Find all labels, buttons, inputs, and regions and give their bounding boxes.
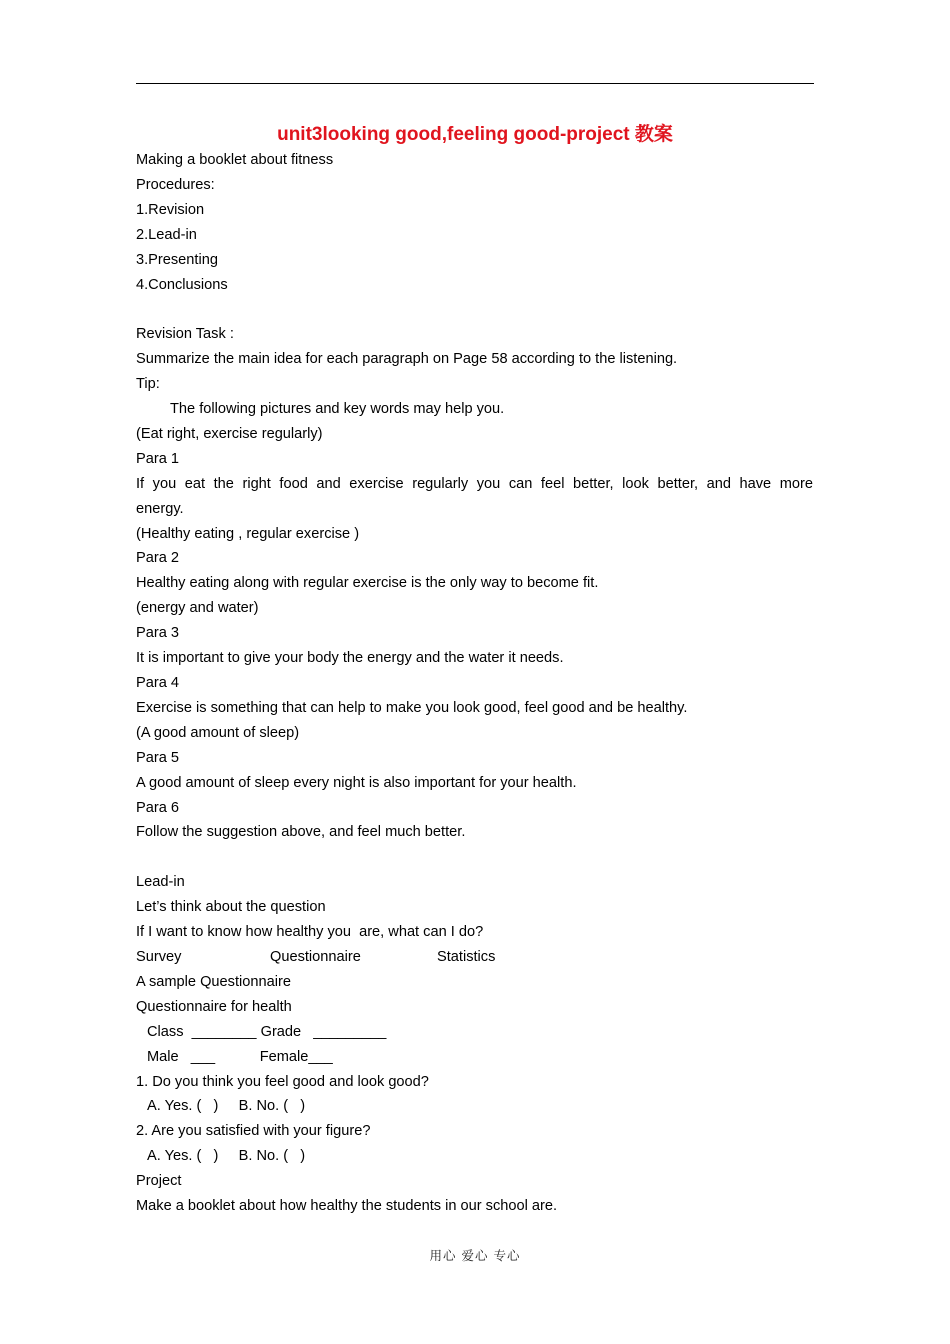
method-statistics: Statistics (437, 948, 496, 965)
procedure-item: 2.Lead-in (136, 226, 197, 243)
question-options: A. Yes. ( ) B. No. ( ) (147, 1098, 306, 1115)
para-label: Para 6 (136, 799, 179, 816)
para-label: Para 2 (136, 550, 179, 567)
para-text: Follow the suggestion above, and feel much better. (136, 824, 466, 841)
project-text: Make a booklet about how healthy the students in our school are. (136, 1198, 558, 1215)
procedure-item: 1.Revision (136, 201, 205, 218)
para-label: Para 1 (136, 450, 179, 467)
lead-in-label: Lead-in (136, 874, 185, 891)
sample-label: A sample Questionnaire (136, 973, 291, 990)
blank-line (136, 297, 813, 322)
lead-in-question: If I want to know how healthy you are, what can I do? (136, 924, 484, 941)
para-label: Para 4 (136, 675, 179, 692)
class-grade-line: Class ________ Grade _________ (147, 1023, 387, 1040)
header-rule (136, 83, 814, 84)
document-title: unit3looking good,feeling good-project 教案 (277, 124, 673, 145)
revision-task-label: Revision Task : (136, 326, 234, 343)
para-keywords: (Healthy eating , regular exercise ) (136, 525, 360, 542)
lead-in-prompt: Let’s think about the question (136, 899, 326, 916)
procedure-item: 3.Presenting (136, 251, 218, 268)
page-footer: 用心 爱心 专心 (429, 1248, 521, 1263)
question: 2. Are you satisfied with your figure? (136, 1123, 371, 1140)
para-text: It is important to give your body the energy and the water it needs. (136, 650, 564, 667)
revision-task: Summarize the main idea for each paragraph on Page 58 according to the listening. (136, 351, 678, 368)
para-keywords: (energy and water) (136, 600, 259, 617)
methods-row (136, 945, 813, 970)
question-options: A. Yes. ( ) B. No. ( ) (147, 1148, 306, 1165)
tip-label: Tip: (136, 376, 160, 393)
tip-text: The following pictures and key words may help you. (170, 401, 505, 418)
blank-line (136, 845, 813, 870)
procedures-label: Procedures: (136, 176, 215, 193)
document-body (136, 148, 813, 1219)
para-label: Para 3 (136, 625, 179, 642)
project-label: Project (136, 1173, 182, 1190)
para-text: If you eat the right food and exercise regularly you can feel better, look better, and have more (136, 475, 813, 492)
para-label: Para 5 (136, 749, 179, 766)
method-survey: Survey (136, 948, 182, 965)
para-text-continued: energy. (136, 500, 184, 517)
gender-line: Male ___ Female___ (147, 1048, 333, 1065)
para-text: A good amount of sleep every night is also important for your health. (136, 774, 577, 791)
para-keywords: (A good amount of sleep) (136, 724, 300, 741)
method-questionnaire: Questionnaire (270, 948, 361, 965)
para-text: Healthy eating along with regular exercise is the only way to become fit. (136, 575, 599, 592)
procedure-item: 4.Conclusions (136, 276, 228, 293)
questionnaire-title: Questionnaire for health (136, 998, 292, 1015)
para-text: Exercise is something that can help to make you look good, feel good and be healthy. (136, 699, 688, 716)
question: 1. Do you think you feel good and look good? (136, 1073, 429, 1090)
subtitle: Making a booklet about fitness (136, 152, 334, 168)
para-keywords: (Eat right, exercise regularly) (136, 425, 323, 442)
